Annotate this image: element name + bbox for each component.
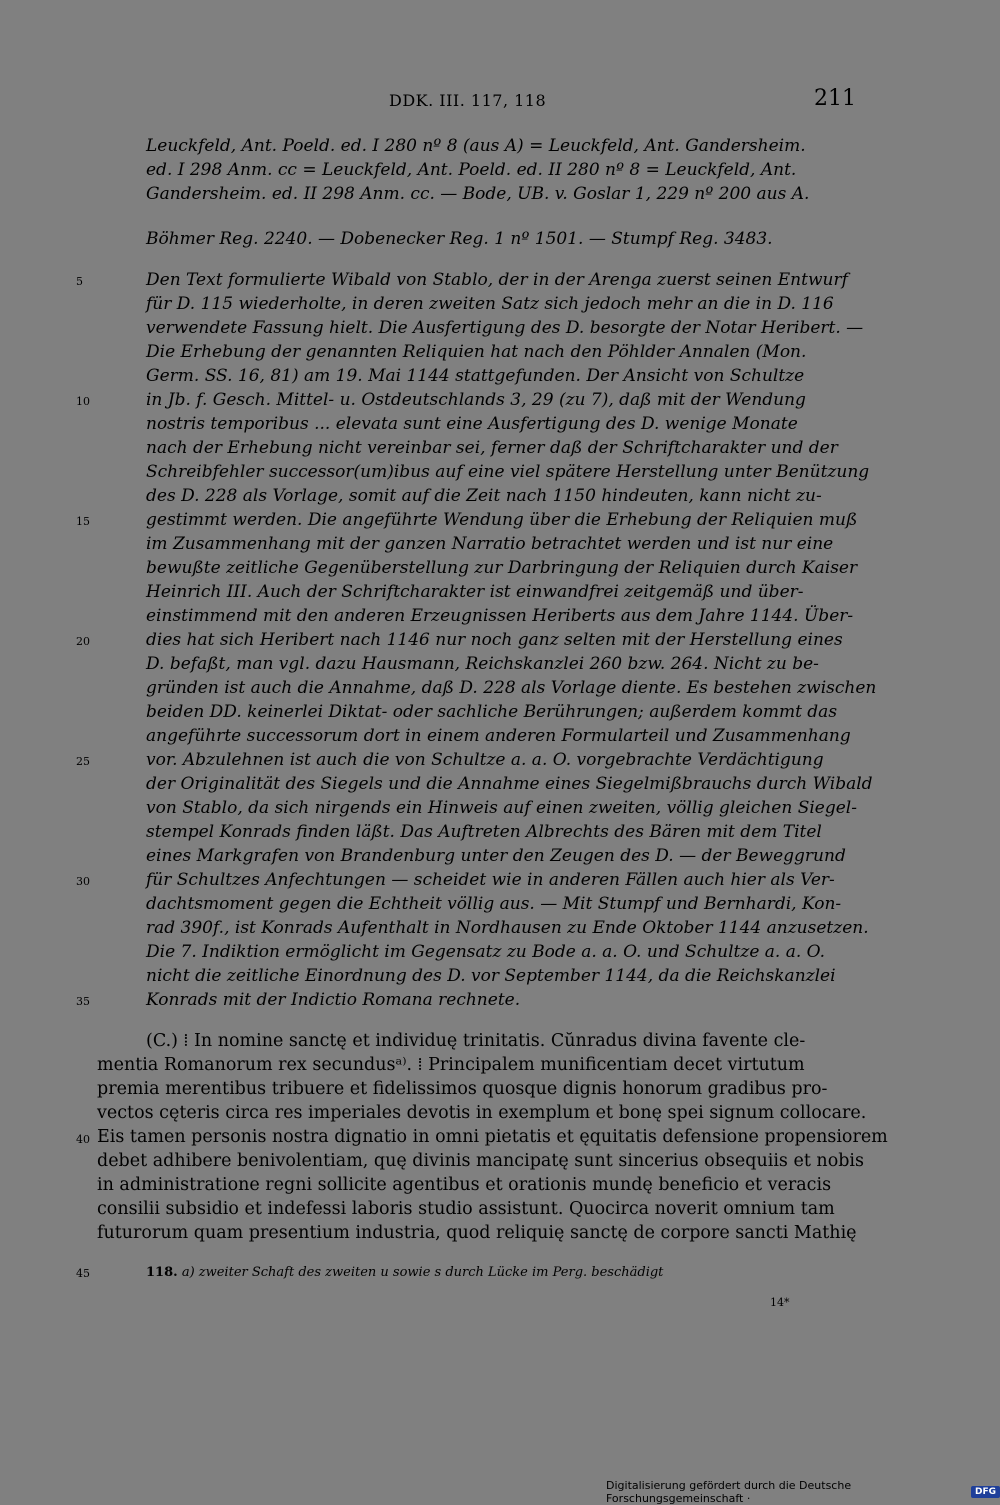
commentary-line: bewußte zeitliche Gegenüberstellung zur Darbringung der Reliquien durch Kaiser xyxy=(146,558,858,578)
charter-text-line: premia merentibus tribuere et fidelissimos quosque dignis honorum gradibus pro- xyxy=(97,1079,828,1099)
commentary-line: einstimmend mit den anderen Erzeugnissen Heriberts aus dem Jahre 1144. Über- xyxy=(146,606,854,626)
bibliography-line: ed. I 298 Anm. cc = Leuckfeld, Ant. Poeld. ed. II 280 nº 8 = Leuckfeld, Ant. xyxy=(146,160,797,180)
commentary-line: Die 7. Indiktion ermöglicht im Gegensatz zu Bode a. a. O. und Schultze a. a. O. xyxy=(146,942,826,962)
line-number: 5 xyxy=(76,275,83,288)
funding-text: Digitalisierung gefördert durch die Deutsche Forschungsgemeinschaft · xyxy=(606,1479,852,1505)
line-number: 45 xyxy=(76,1267,90,1280)
running-header: DDK. III. 117, 118 xyxy=(389,91,547,110)
commentary-line: Konrads mit der Indictio Romana rechnete. xyxy=(146,990,521,1010)
commentary-line: von Stablo, da sich nirgends ein Hinweis auf einen zweiten, völlig gleichen Siegel- xyxy=(146,798,857,818)
commentary-line: in Jb. f. Gesch. Mittel- u. Ostdeutschlands 3, 29 (zu 7), daß mit der Wendung xyxy=(146,390,806,410)
charter-text-line: consilii subsidio et indefessi laboris studio assistunt. Quocirca noverit omnium tam xyxy=(97,1199,835,1219)
footnote-number: 118. xyxy=(146,1265,178,1280)
page-number: 211 xyxy=(814,86,856,111)
commentary-line: nach der Erhebung nicht vereinbar sei, ferner daß der Schriftcharakter und der xyxy=(146,438,838,458)
commentary-line: gestimmt werden. Die angeführte Wendung über die Erhebung der Reliquien muß xyxy=(146,510,858,530)
commentary-line: Die Erhebung der genannten Reliquien hat nach den Pöhlder Annalen (Mon. xyxy=(146,342,807,362)
commentary-line: für Schultzes Anfechtungen — scheidet wie in anderen Fällen auch hier als Ver- xyxy=(146,870,835,890)
commentary-line: nicht die zeitliche Einordnung des D. vor September 1144, da die Reichskanzlei xyxy=(146,966,836,986)
footnote xyxy=(146,1265,663,1280)
commentary-line: Schreibfehler successor(um)ibus auf eine viel spätere Herstellung unter Benützung xyxy=(146,462,870,482)
commentary-line: verwendete Fassung hielt. Die Ausfertigung des D. besorgte der Notar Heribert. — xyxy=(146,318,864,338)
commentary-line: für D. 115 wiederholte, in deren zweiten Satz sich jedoch mehr an die in D. 116 xyxy=(146,294,834,314)
footnote-text: a) zweiter Schaft des zweiten u sowie s durch Lücke im Perg. beschädigt xyxy=(181,1265,664,1280)
commentary-line: dachtsmoment gegen die Echtheit völlig aus. — Mit Stumpf und Bernhardi, Kon- xyxy=(146,894,842,914)
commentary-line: nostris temporibus ... elevata sunt eine Ausfertigung des D. wenige Monate xyxy=(146,414,798,434)
commentary-line: rad 390f., ist Konrads Aufenthalt in Nordhausen zu Ende Oktober 1144 anzusetzen. xyxy=(146,918,869,938)
charter-text-line: (C.) ⁞ In nomine sanctę et individuę trinitatis. Cŭnradus divina favente cle- xyxy=(146,1031,806,1051)
funding-footer xyxy=(606,1479,1000,1505)
commentary-line: der Originalität des Siegels und die Annahme eines Siegelmißbrauchs durch Wibald xyxy=(146,774,873,794)
commentary-line: im Zusammenhang mit der ganzen Narratio betrachtet werden und ist nur eine xyxy=(146,534,834,554)
charter-text-line: futurorum quam presentium industria, quod reliquię sanctę de corpore sancti Mathię xyxy=(97,1223,857,1243)
commentary-line: vor. Abzulehnen ist auch die von Schultze a. a. O. vorgebrachte Verdächtigung xyxy=(146,750,824,770)
line-number: 25 xyxy=(76,755,90,768)
line-number: 35 xyxy=(76,995,90,1008)
line-number: 20 xyxy=(76,635,90,648)
commentary-line: Heinrich III. Auch der Schriftcharakter ist einwandfrei zeitgemäß und über- xyxy=(146,582,804,602)
charter-text-line: debet adhibere benivolentiam, quę divinis mancipatę sunt sincerius obsequiis et nobis xyxy=(97,1151,865,1171)
line-number: 40 xyxy=(76,1133,90,1146)
commentary-line: eines Markgrafen von Brandenburg unter den Zeugen des D. — der Beweggrund xyxy=(146,846,846,866)
commentary-line: des D. 228 als Vorlage, somit auf die Zeit nach 1150 hindeuten, kann nicht zu- xyxy=(146,486,822,506)
commentary-line: gründen ist auch die Annahme, daß D. 228 als Vorlage diente. Es bestehen zwischen xyxy=(146,678,877,698)
commentary-line: Germ. SS. 16, 81) am 19. Mai 1144 stattgefunden. Der Ansicht von Schultze xyxy=(146,366,805,386)
line-number: 10 xyxy=(76,395,90,408)
commentary-line: beiden DD. keinerlei Diktat- oder sachliche Berührungen; außerdem kommt das xyxy=(146,702,838,722)
charter-text-line: in administratione regni sollicite agentibus et orationis mundę beneficio et veracis xyxy=(97,1175,832,1195)
charter-text-line: mentia Romanorum rex secundusᵃ⁾. ⁞ Principalem munificentiam decet virtutum xyxy=(97,1055,805,1075)
bibliography-line: Gandersheim. ed. II 298 Anm. cc. — Bode, UB. v. Goslar 1, 229 nº 200 aus A. xyxy=(146,184,810,204)
regesta-line: Böhmer Reg. 2240. — Dobenecker Reg. 1 nº 1501. — Stumpf Reg. 3483. xyxy=(146,229,773,249)
dfg-logo: DFG xyxy=(971,1486,1000,1498)
commentary-line: stempel Konrads finden läßt. Das Auftreten Albrechts des Bären mit dem Titel xyxy=(146,822,822,842)
commentary-line: dies hat sich Heribert nach 1146 nur noch ganz selten mit der Herstellung eines xyxy=(146,630,843,650)
charter-text-line: Eis tamen personis nostra dignatio in omni pietatis et ęquitatis defensione propensiorem xyxy=(97,1127,888,1147)
commentary-line: angeführte successorum dort in einem anderen Formularteil und Zusammenhang xyxy=(146,726,851,746)
bibliography-line: Leuckfeld, Ant. Poeld. ed. I 280 nº 8 (aus A) = Leuckfeld, Ant. Gandersheim. xyxy=(146,136,806,156)
signature-mark: 14* xyxy=(770,1296,790,1309)
commentary-line: Den Text formulierte Wibald von Stablo, der in der Arenga zuerst seinen Entwurf xyxy=(146,270,848,290)
charter-text-line: vectos cęteris circa res imperiales devotis in exemplum et bonę spei signum collocare. xyxy=(97,1103,867,1123)
commentary-line: D. befaßt, man vgl. dazu Hausmann, Reichskanzlei 260 bzw. 264. Nicht zu be- xyxy=(146,654,819,674)
line-number: 15 xyxy=(76,515,90,528)
line-number: 30 xyxy=(76,875,90,888)
